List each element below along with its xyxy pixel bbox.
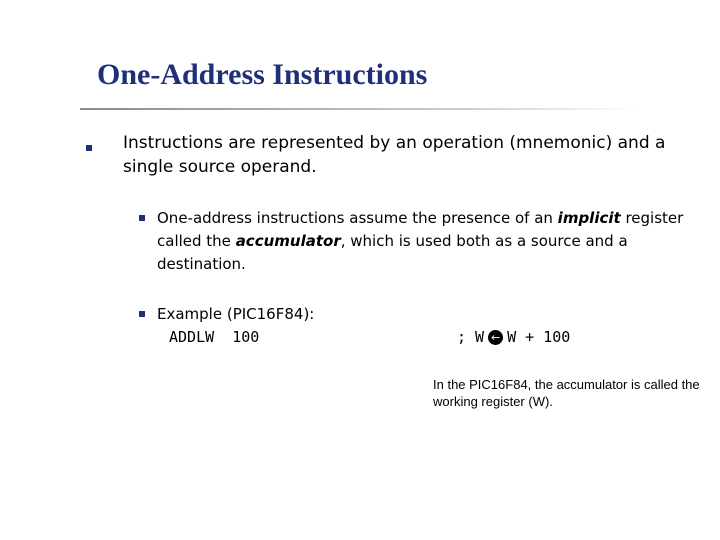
comment-left: ; W [457, 328, 485, 346]
bullet-text-accumulator [157, 207, 697, 276]
bullet-marker [139, 311, 145, 317]
text-segment: , which is used both as a source and a destination. [157, 232, 628, 273]
text-segment: register called the [157, 209, 684, 250]
text-segment: One-address instructions assume the presence of an [157, 209, 558, 227]
emphasis-accumulator: accumulator [235, 232, 341, 250]
emphasis-implicit: implicit [557, 209, 621, 227]
bullet-text-example: Example (PIC16F84): [157, 305, 315, 323]
slide-title: One-Address Instructions [97, 58, 428, 91]
code-comment [457, 328, 570, 346]
code-instruction: ADDLW 100 [169, 328, 260, 346]
comment-right: W + 100 [507, 328, 571, 346]
bullet-text-main: Instructions are represented by an operation (mnemonic) and a single source operand. [123, 133, 666, 177]
left-arrow-icon: ← [488, 330, 503, 345]
note-text: In the PIC16F84, the accumulator is called the working register (W). [433, 377, 700, 409]
title-divider [80, 108, 640, 110]
bullet-marker [139, 215, 145, 221]
bullet-marker [86, 145, 92, 151]
